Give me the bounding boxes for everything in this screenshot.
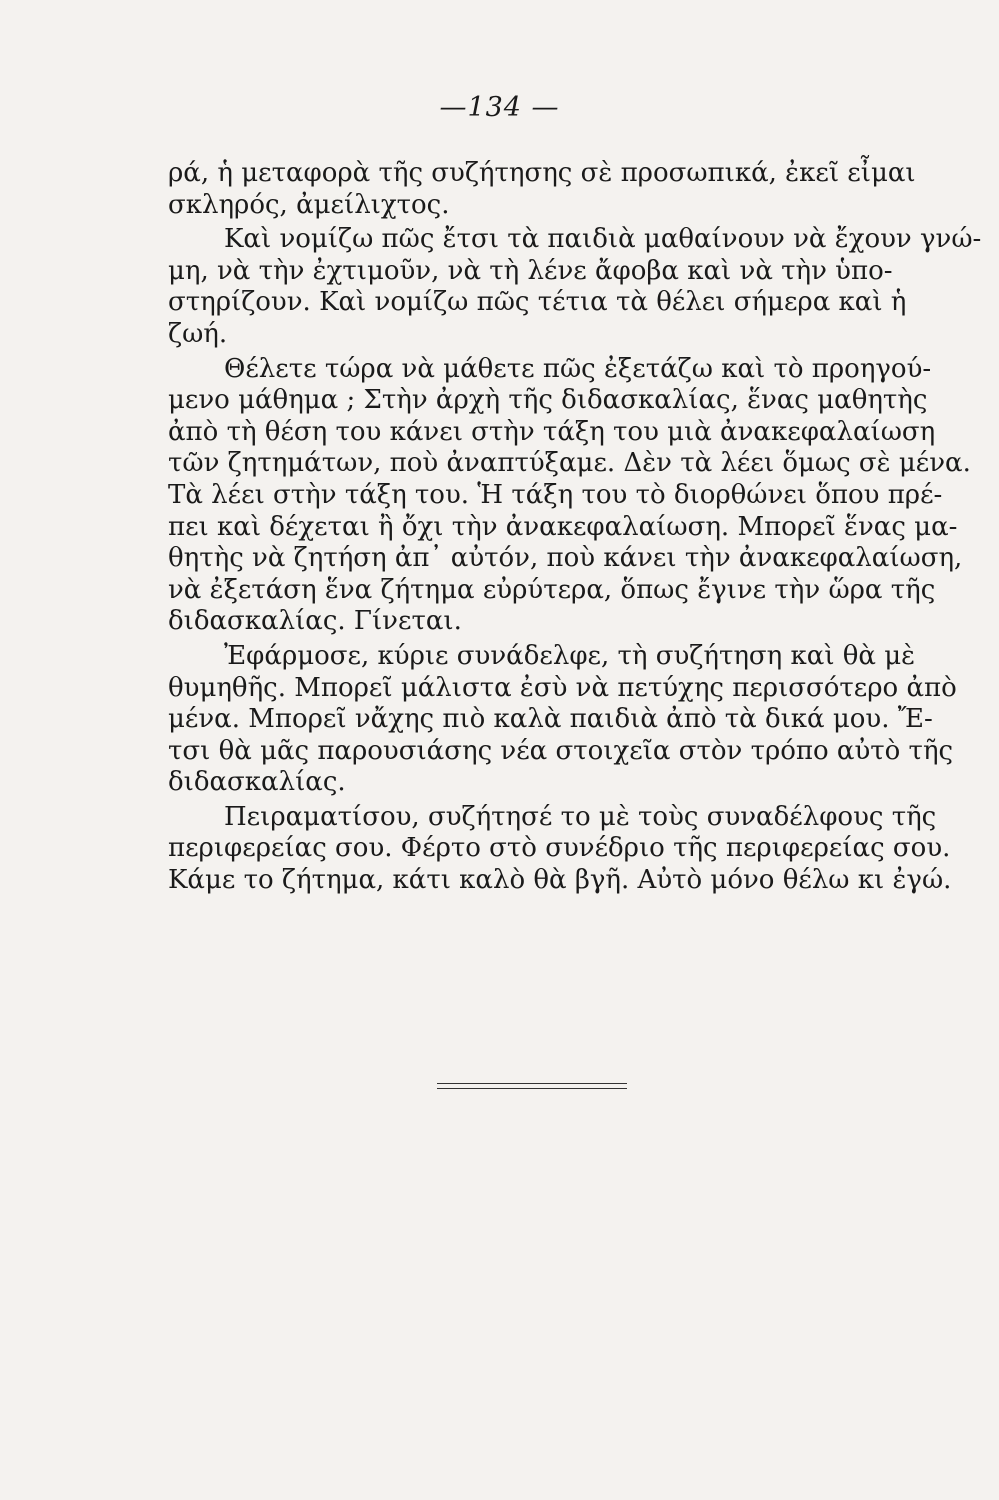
text-line: τῶν ζητημάτων, ποὺ ἀναπτύξαμε. Δὲν τὰ λέει ὅμως σὲ μένα. (168, 448, 971, 479)
text-line: μενο μάθημα ; Στὴν ἀρχὴ τῆς διδασκαλίας, ἕνας μαθητὴς (168, 385, 928, 416)
text-line: τσι θὰ μᾶς παρουσιάσης νέα στοιχεῖα στὸν τρόπο αὐτὸ τῆς (168, 735, 954, 766)
text-line: Καὶ νομίζω πῶς ἔτσι τὰ παιδιὰ μαθαίνουν νὰ ἔχουν γνώ- (224, 224, 982, 255)
text-line: θυμηθῆς. Μπορεῖ μάλιστα ἐσὺ νὰ πετύχης περισσότερο ἀπὸ (168, 672, 957, 703)
text-line: νὰ ἐξετάση ἕνα ζήτημα εὐρύτερα, ὅπως ἔγινε τὴν ὥρα τῆς (168, 574, 936, 605)
text-line: διδασκαλίας. Γίνεται. (168, 606, 462, 637)
page-number: —134 — (439, 92, 560, 123)
text-line: περιφερείας σου. Φέρτο στὸ συνέδριο τῆς περιφερείας σου. (168, 833, 951, 864)
paragraph (168, 640, 957, 799)
text-line: Πειραματίσου, συζήτησέ το μὲ τοὺς συναδέλφους τῆς (224, 801, 937, 832)
text-line: Τὰ λέει στὴν τάξη του. Ἡ τάξη του τὸ διορθώνει ὅπου πρέ- (168, 479, 943, 510)
section-divider (437, 1088, 627, 1089)
text-line: ρά, ἡ μεταφορὰ τῆς συζήτησης σὲ προσωπικά, ἐκεῖ εἶμαι (168, 158, 916, 188)
text-line: πει καὶ δέχεται ἢ ὄχι τὴν ἀνακεφαλαίωση. Μπορεῖ ἕνας μα- (168, 511, 958, 542)
text-line: θητὴς νὰ ζητήση ἀπ᾽ αὐτόν, ποὺ κάνει τὴν ἀνακεφαλαίωση, (168, 543, 963, 574)
text-line: στηρίζουν. Καὶ νομίζω πῶς τέτια τὰ θέλει σήμερα καὶ ἡ (168, 287, 907, 318)
text-line: μένα. Μπορεῖ νἄχης πιὸ καλὰ παιδιὰ ἀπὸ τὰ δικά μου. Ἔ- (168, 704, 933, 735)
text-line: μη, νὰ τὴν ἐχτιμοῦν, νὰ τὴ λένε ἄφοβα καὶ νὰ τὴν ὑπο- (168, 255, 893, 286)
paragraph (168, 224, 982, 350)
text-line: Κάμε το ζήτημα, κάτι καλὸ θὰ βγῆ. Αὐτὸ μόνο θέλω κι ἐγώ. (168, 865, 952, 896)
text-line: σκληρός, ἀμείλιχτος. (168, 189, 450, 220)
text-line: Θέλετε τώρα νὰ μάθετε πῶς ἐξετάζω καὶ τὸ προηγού- (224, 353, 932, 384)
text-line: ἀπὸ τὴ θέση του κάνει στὴν τάξη του μιὰ ἀνακεφαλαίωση (168, 416, 936, 447)
text-line: διδασκαλίας. (168, 767, 346, 798)
paragraph (168, 353, 971, 638)
text-line: Ἐφάρμοσε, κύριε συνάδελφε, τὴ συζήτηση καὶ θὰ μὲ (224, 640, 916, 671)
paragraph (168, 801, 952, 897)
section-divider (437, 1083, 627, 1084)
body-text (168, 158, 982, 897)
paragraph (168, 158, 916, 221)
text-line: ζωή. (168, 318, 228, 349)
